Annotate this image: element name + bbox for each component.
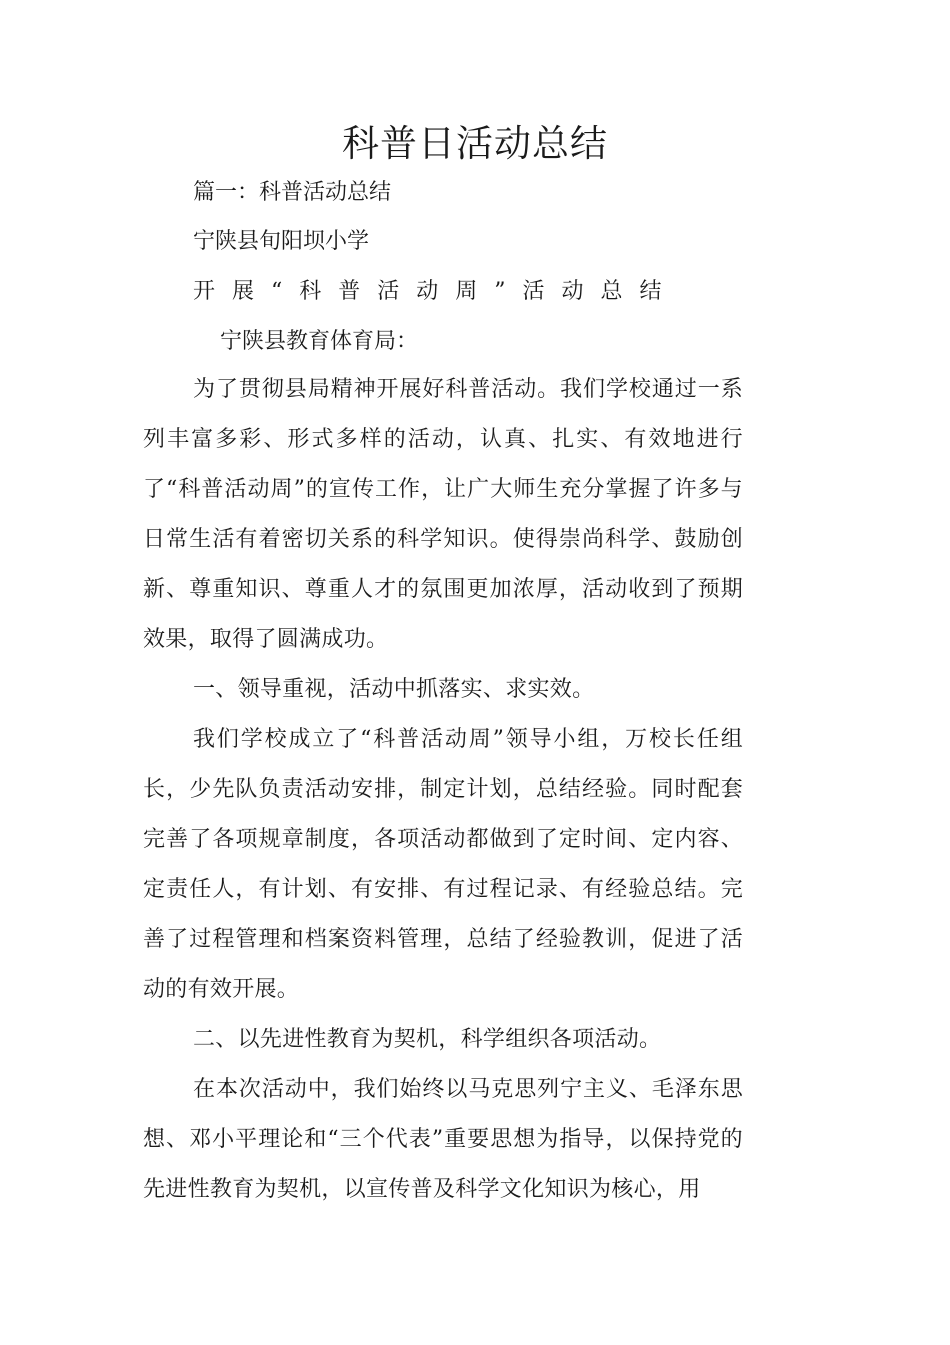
heading-section-one: 一、领导重视，活动中抓落实、求实效。 [193, 677, 595, 702]
paragraph-intro: 为了贯彻县局精神开展好科普活动。我们学校通过一系列丰富多彩、形式多样的活动，认真、扎实、有效地进行了“科普活动周”的宣传工作，让广大师生充分掌握了许多与日常生活有着密切关系的科学知识。使得崇尚科学、鼓励创新、尊重知识、尊重人才的氛围更加浓厚，活动收到了预期效果，取得了圆满成功。 [143, 377, 743, 652]
report-title: 开展“科普活动周”活动总结 [193, 279, 679, 304]
paragraph-section-two: 在本次活动中，我们始终以马克思列宁主义、毛泽东思想、邓小平理论和“三个代表”重要思想为指导，以保持党的先进性教育为契机，以宣传普及科学文化知识为核心，用 [143, 1077, 743, 1202]
document-title: 科普日活动总结 [342, 122, 608, 165]
section-label: 篇一：科普活动总结 [193, 180, 392, 205]
addressee: 宁陕县教育体育局： [220, 329, 419, 354]
school-name: 宁陕县旬阳坝小学 [193, 229, 370, 254]
paragraph-section-one: 我们学校成立了“科普活动周”领导小组，万校长任组长，少先队负责活动安排，制定计划，总结经验。同时配套完善了各项规章制度，各项活动都做到了定时间、定内容、定责任人，有计划、有安排、有过程记录、有经验总结。完善了过程管理和档案资料管理，总结了经验教训，促进了活动的有效开展。 [143, 727, 743, 1002]
heading-section-two: 二、以先进性教育为契机，科学组织各项活动。 [193, 1027, 662, 1052]
